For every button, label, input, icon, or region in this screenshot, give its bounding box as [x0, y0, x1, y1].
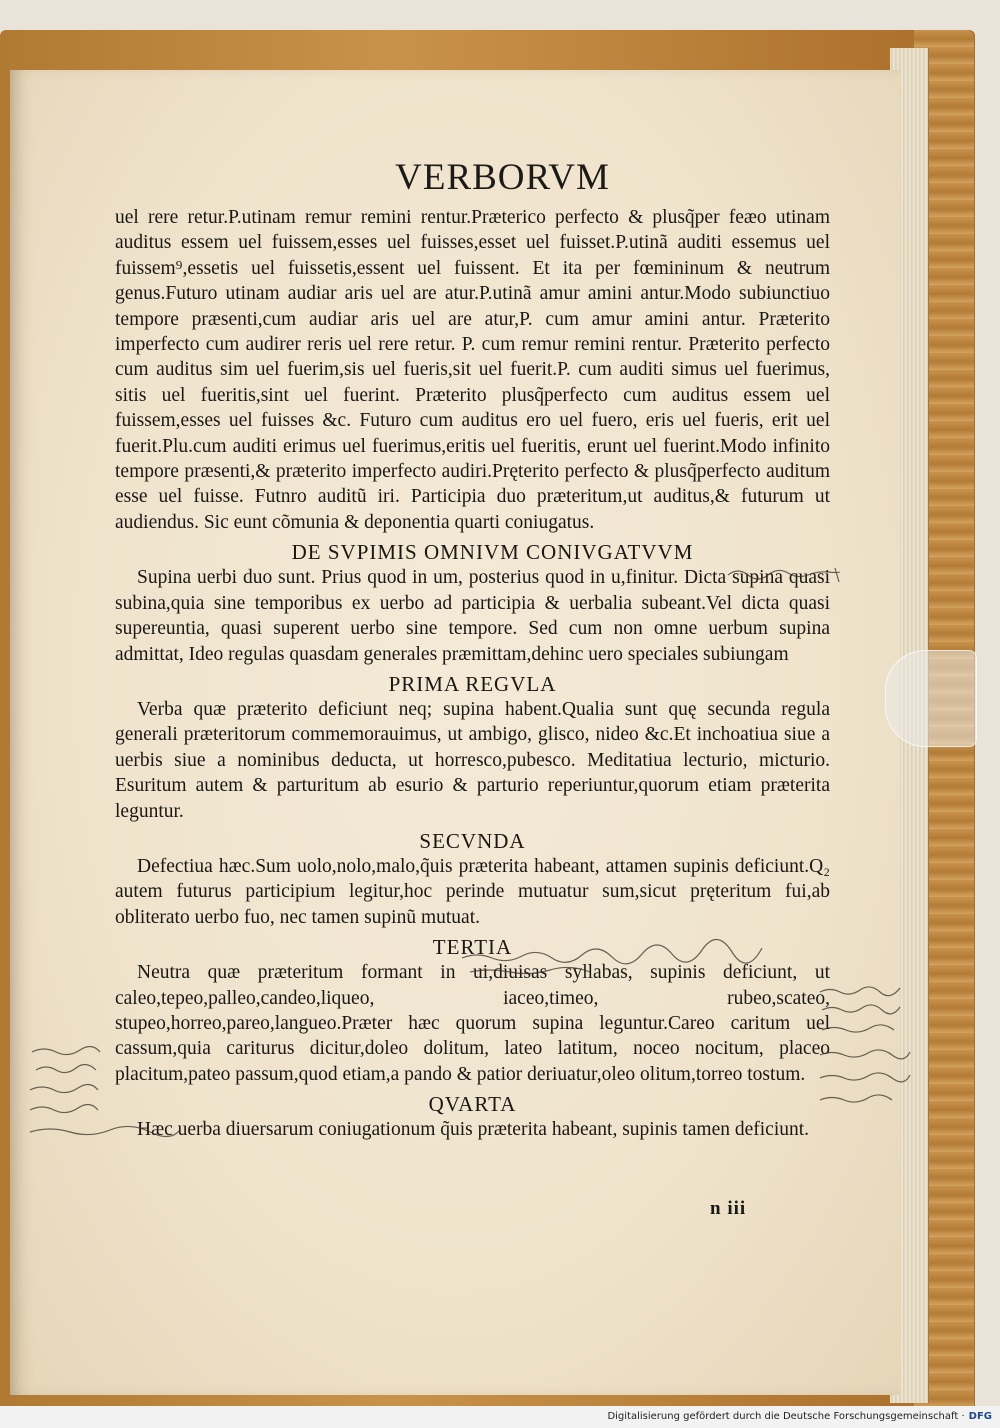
- paragraph-supinis: Supina uerbi duo sunt. Prius quod in um, posterius quod in u,finitur. Dicta supina quasi subina,quia sine temporibus ex uerbo ad participia & uerbalia subeant.Vel dicta quasi supereuntia, quasi superent uerbo sine tempore. Sed cum non omne uerbum supina admittat, Ideo regulas quasdam generales præmittam,dehinc uero speciales subiungam: [115, 567, 830, 665]
- dfg-logo: DFG: [968, 1411, 992, 1422]
- heading-tertia: TERTIA: [432, 935, 513, 960]
- heading-de-supinis: DE SVPIMIS OMNIVM CONIVGATVVM: [291, 540, 694, 565]
- paragraph-secunda: Defectiua hæc.Sum uolo,nolo,malo,q̃uis præterita habeant, attamen supinis deficiunt.Q₂ autem futurus participium legitur,hoc perinde mutuatur sum,sicut pręteritum fui,ab obliterato uerbo fuo, nec tamen supinũ mutuat.: [115, 855, 830, 928]
- paragraph-prima: Verba quæ præterito deficiunt neq; supina habent.Qualia sunt quę secunda regula generali præteritorum commemorauimus, ut ambigo, glisco, nideo &c.Et inchoatiua siue a uerbis siue a nominibus deducta, ut horresco,pubesco. Meditatiua lecturio, micturio. Esuritum autem & parturitum ab esurio & parturio reperiuntur,quorum etiam præterita leguntur.: [115, 698, 830, 822]
- signature-mark: n iii: [710, 1198, 747, 1219]
- paragraph-quarta: Hæc uerba diuersarum coniugationum q̃uis præterita habeant, supinis tamen deficiunt.: [137, 1119, 810, 1141]
- running-head: VERBORVM: [395, 157, 610, 198]
- paragraph-conjugation: uel rere retur.P.utinam remur remini rentur.Præterico perfecto & plusq̃per feæo utinam auditus essem uel fuissem,esses uel fuisses,esset uel fuisset.P.utinã auditi essemus uel fuissem⁹,essetis uel fuissetis,essent uel fuissent. Et ita per fœmininum & neutrum genus.Futuro utinam audiar aris uel are atur.P.utinã amur amini antur.Modo subiunctiuo tempore præsenti,cum audiar aris uel are atur,P. cum amur amini antur. Præterito imperfecto cum audirer reris uel rere retur. P. cum remur remini rentur. Præterito perfecto cum auditus sim uel fuerim,sis uel fueris,sit uel fuerit.P. cum auditi simus uel fuerimus, sitis uel fueritis,sint uel fuerint. Præterito plusq̃perfecto cum auditus essem uel fuissem,esses uel fuisses &c. Futuro cum auditus ero uel fuero, eris uel fueris, erit uel fuerit.Plu.cum auditi erimus uel fuerimus,eritis uel fueritis, erunt uel fuerint.Modo infinito tempore præsenti,& præterito imperfecto audiri.Pręterito perfecto & plusq̃perfecto auditum esse uel fuisse. Futnro auditũ iri. Participia duo præteritum,ut auditus,& futurum ut audiendus. Sic eunt cõmunia & deponentia quarti coniugatus.: [115, 207, 830, 533]
- page-text-block: [115, 156, 830, 1143]
- heading-quarta: QVARTA: [428, 1092, 517, 1117]
- footer-bar: [0, 1406, 1000, 1428]
- page-clip-bookmark: [885, 650, 977, 747]
- heading-prima-regula: PRIMA REGVLA: [388, 671, 557, 696]
- heading-secunda: SECVNDA: [419, 828, 526, 853]
- footer-credit: Digitalisierung gefördert durch die Deutsche Forschungsgemeinschaft ·: [607, 1411, 965, 1422]
- book-page: [10, 70, 900, 1395]
- paragraph-tertia: Neutra quæ præteritum formant in ui,diuisas syllabas, supinis deficiunt, ut caleo,tepeo,palleo,candeo,liqueo, iaceo,timeo, rubeo,scateo, stupeo,horreo,pareo,langueo.Præter hæc quorum supina leguntur.Careo caritum uel cassum,quia cariturus dicitur,doleo dolitum, lateo latitum, noceo nocitum, placeo placitum,pateo passum,quod etiam,a pando & patior deriuatur,oleo olitum,torreo tostum.: [115, 962, 830, 1085]
